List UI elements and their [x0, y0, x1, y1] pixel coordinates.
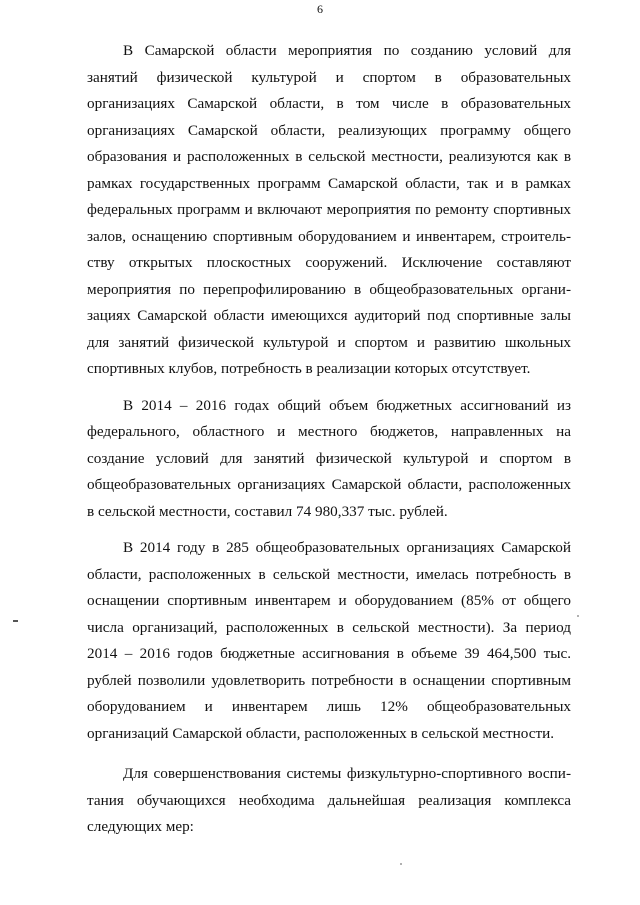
paragraph-further-measures: Для совершенствования системы физкультурно-спортивного воспитания обучающихся необходима дальнейшая реализация комплекса следующих мер:	[87, 765, 571, 835]
paragraph-sport-measures: В Самарской области мероприятия по созданию условий для занятий физической культурой и спортом в образовательных организациях Самарской области, в том числе в образовательных организациях Самарской области, реализующих программу общего образования и расположенных в сельской местности, реализуются как в рамках государственных программ Самарской области, так и в рамках федеральных программ и включают мероприятия по ремонту спортивных залов, оснащению спортивным оборудованием и инвентарем, строительству открытых плоскостных сооружений. Исключение составляют мероприятия по перепрофилированию в общеобразовательных организациях Самарской области имеющихся аудиторий под спортивные залы для занятий физической культурой и спортом и развитию школьных спортивных клубов, потребность в реализации которых отсутствует.	[87, 42, 571, 377]
margin-mark	[13, 620, 18, 622]
page-number: 6	[317, 2, 323, 16]
scan-speck	[577, 615, 579, 617]
document-body	[87, 38, 571, 841]
paragraph-budget-total: В 2014 – 2016 годах общий объем бюджетных ассигнований из федерального, областного и местного бюджетов, направленных на создание условий для занятий физической культурой и спортом в общеобразовательных организациях Самарской области, расположенных в сельской местности, составил 74 980,337 тыс. рублей.	[87, 396, 571, 520]
paragraph-equipment-need: В 2014 году в 285 общеобразовательных организациях Самарской области, расположенных в сельской местности, имелась потребность в оснащении спортивным инвентарем и оборудованием (85% от общего числа организаций, расположенных в сельской местности). За период 2014 – 2016 годов бюджетные ассигнования в объеме 39 464,500 тыс. рублей позволили удовлетворить потребности в оснащении спортивным оборудованием и инвентарем лишь 12% общеобразовательных организаций Самарской области, расположенных в сельской местности.	[87, 539, 571, 742]
scan-speck	[400, 863, 402, 865]
